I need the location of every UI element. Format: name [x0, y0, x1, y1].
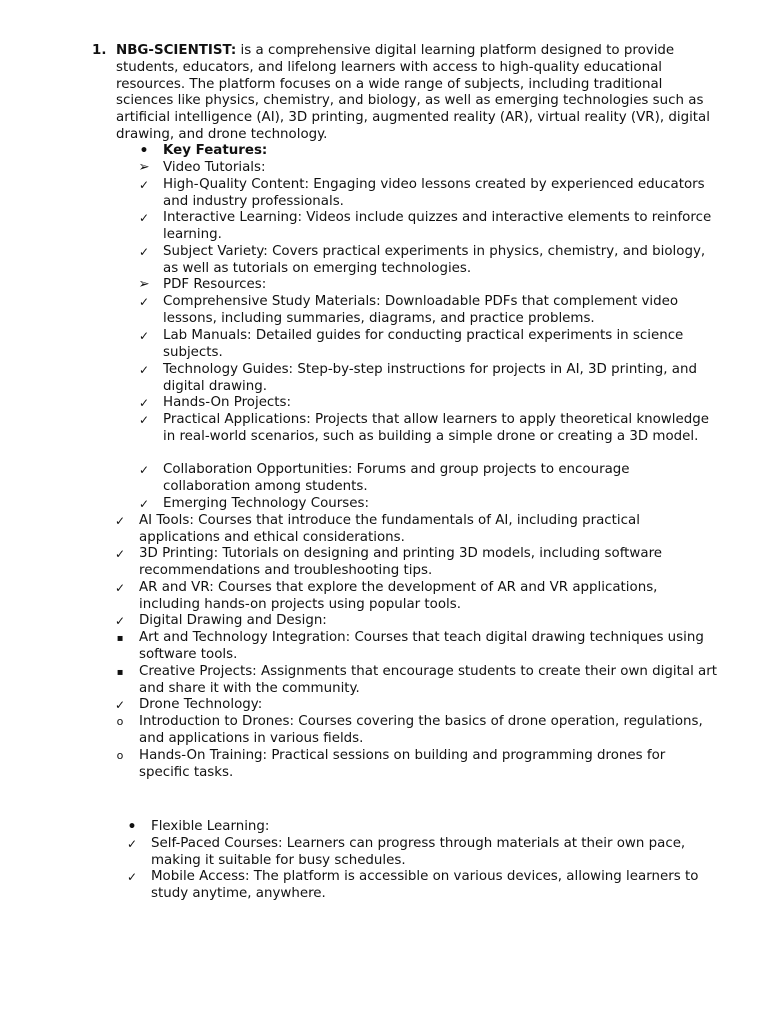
list-item-text: 3D Printing: Tutorials on designing and printing 3D models, including software recommendations and troubleshooting tips. [139, 546, 663, 578]
pdf-resources-heading: PDF Resources: [163, 277, 267, 292]
check-icon: ✓ [138, 413, 150, 427]
list-item-text: AI Tools: Courses that introduce the fundamentals of AI, including practical applications and ethical considerations. [139, 513, 640, 545]
list-item-text: Technology Guides: Step-by-step instructions for projects in AI, 3D printing, and digital drawing. [163, 362, 697, 394]
check-icon: ✓ [138, 295, 150, 309]
list-item [138, 244, 720, 278]
arrow-icon: ➢ [138, 277, 150, 292]
intro-paragraph [92, 43, 720, 144]
check-icon: ✓ [114, 514, 126, 528]
list-item-text: Practical Applications: Projects that allow learners to apply theoretical knowledge in real-world scenarios, such as building a simple drone or creating a 3D model. [163, 412, 709, 444]
video-tutorials-item [138, 160, 720, 177]
check-icon: ✓ [138, 363, 150, 377]
flexible-learning-item [127, 819, 720, 836]
list-item [138, 362, 720, 396]
drone-heading: Drone Technology: [139, 697, 263, 712]
list-item-text: Subject Variety: Covers practical experiments in physics, chemistry, and biology, as well as tutorials on emerging technologies. [163, 244, 706, 276]
list-item-text: Introduction to Drones: Courses covering the basics of drone operation, regulations, and applications in various fields. [139, 714, 703, 746]
list-item [114, 546, 720, 580]
list-item-text: Hands-On Training: Practical sessions on building and programming drones for specific tasks. [139, 748, 666, 780]
list-item-text: Creative Projects: Assignments that encourage students to create their own digital art and share it with the community. [139, 664, 718, 696]
check-icon: ✓ [126, 837, 138, 851]
check-icon: ✓ [138, 211, 150, 225]
check-icon: ✓ [138, 245, 150, 259]
list-item [138, 462, 720, 496]
key-features-item [139, 143, 720, 160]
check-icon: ✓ [138, 463, 150, 477]
platform-description: is a comprehensive digital learning platform designed to provide students, educators, and lifelong learners with access to high-quality educational resources. The platform focuses on a wide range of subjects, including traditional sciences like physics, chemistry, and biology, as well as emerging technologies such as artificial intelligence (AI), 3D printing, augmented reality (AR), virtual reality (VR), digital drawing, and drone technology. [116, 43, 710, 142]
list-item [138, 395, 720, 412]
list-item [116, 664, 720, 698]
list-item [126, 869, 720, 903]
list-item-text: Art and Technology Integration: Courses that teach digital drawing techniques using software tools. [139, 630, 704, 662]
check-icon: ✓ [114, 614, 126, 628]
list-item-text: Comprehensive Study Materials: Downloadable PDFs that complement video lessons, including summaries, diagrams, and practice problems. [163, 294, 679, 326]
list-item-text: Interactive Learning: Videos include quizzes and interactive elements to reinforce learning. [163, 210, 712, 242]
list-item [114, 513, 720, 547]
check-icon: ✓ [114, 581, 126, 595]
list-number: 1. [92, 43, 107, 58]
list-item-text: Mobile Access: The platform is accessible on various devices, allowing learners to study anytime, anywhere. [151, 869, 699, 901]
list-item [126, 836, 720, 870]
list-item [138, 294, 720, 328]
circle-bullet-icon: o [116, 715, 124, 728]
check-icon: ✓ [138, 178, 150, 192]
video-tutorials-heading: Video Tutorials: [163, 160, 266, 175]
list-item-text: Lab Manuals: Detailed guides for conducting practical experiments in science subjects. [163, 328, 684, 360]
pdf-resources-item [138, 277, 720, 294]
list-item [114, 697, 720, 714]
list-item-text: Digital Drawing and Design: [139, 613, 327, 628]
list-item-text: Emerging Technology Courses: [163, 496, 369, 511]
check-icon: ✓ [138, 497, 150, 511]
list-item [138, 496, 720, 513]
list-item-text: Self-Paced Courses: Learners can progress through materials at their own pace, making it suitable for busy schedules. [151, 836, 686, 868]
check-icon: ✓ [138, 396, 150, 410]
arrow-icon: ➢ [138, 160, 150, 175]
list-item-text: AR and VR: Courses that explore the development of AR and VR applications, including hands-on projects using popular tools. [139, 580, 658, 612]
square-bullet-icon: ▪ [116, 633, 124, 644]
check-icon: ✓ [114, 547, 126, 561]
platform-name: NBG-SCIENTIST: [116, 43, 237, 58]
check-icon: ✓ [126, 870, 138, 884]
square-bullet-icon: ▪ [116, 667, 124, 678]
list-item-text: High-Quality Content: Engaging video lessons created by experienced educators and industry professionals. [163, 177, 705, 209]
list-item [138, 328, 720, 362]
check-icon: ✓ [138, 329, 150, 343]
list-item [138, 177, 720, 211]
list-item [116, 714, 720, 748]
flexible-learning-heading: Flexible Learning: [151, 819, 270, 834]
bullet-icon: • [127, 819, 137, 835]
check-icon: ✓ [114, 698, 126, 712]
list-item [138, 210, 720, 244]
circle-bullet-icon: o [116, 749, 124, 762]
list-item [116, 630, 720, 664]
bullet-icon: • [139, 143, 149, 159]
list-item [114, 580, 720, 614]
list-item [116, 748, 720, 782]
key-features-heading: Key Features: [163, 143, 268, 158]
list-item [114, 613, 720, 630]
list-item-text: Collaboration Opportunities: Forums and group projects to encourage collaboration among students. [163, 462, 630, 494]
list-item [138, 412, 720, 446]
list-item-text: Hands-On Projects: [163, 395, 292, 410]
